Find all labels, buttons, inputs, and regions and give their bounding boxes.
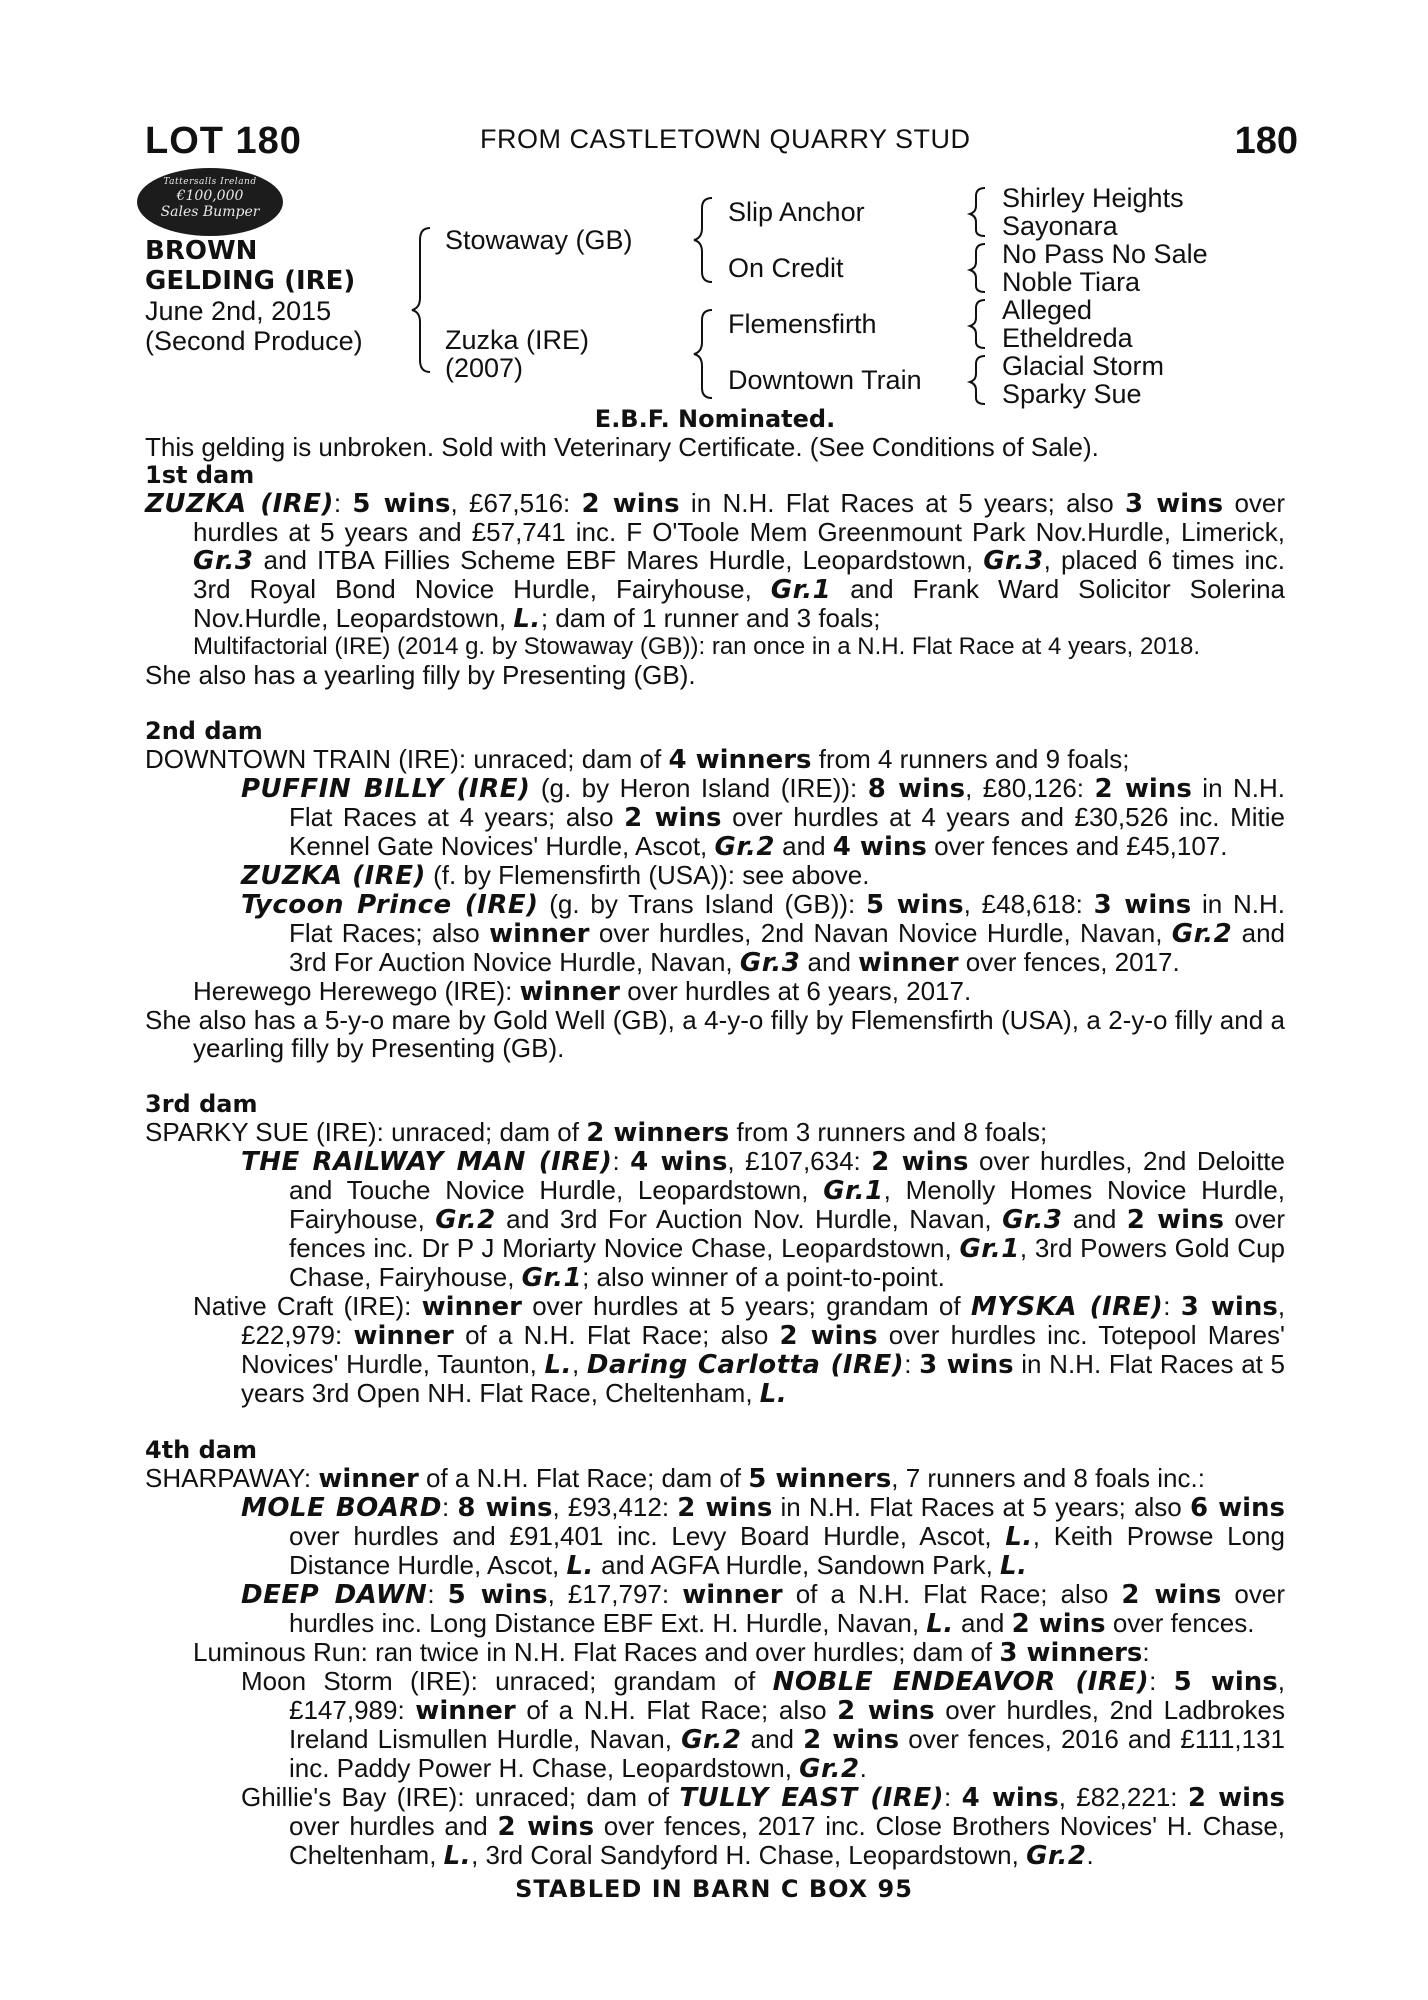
text: Moon Storm (IRE): unraced; grandam of (241, 1666, 773, 1696)
grade: Gr.3 (193, 546, 254, 576)
subject-colour: BROWN (145, 236, 258, 266)
grade: Gr.2 (1171, 919, 1233, 949)
wins: 5 wins (1173, 1667, 1278, 1697)
text: Herewego Herewego (IRE): (193, 976, 520, 1006)
text: SPARKY SUE (IRE): unraced; dam of (145, 1117, 587, 1147)
text: (g. by Trans Island (GB)): (538, 889, 867, 919)
wins: winner (421, 1292, 522, 1322)
grade: Gr.1 (959, 1234, 1020, 1264)
catalogue-body (145, 405, 1285, 1870)
text: of a N.H. Flat Race; also (782, 1579, 1122, 1609)
wins: 2 wins (677, 1493, 773, 1523)
wins: 4 wins (832, 832, 927, 862)
horse-name: Tycoon Prince (IRE) (241, 890, 539, 920)
text: : (1149, 1666, 1174, 1696)
pedigree-dsd: Etheldreda (1002, 323, 1133, 353)
text: of a N.H. Flat Race; dam of (418, 1463, 749, 1493)
fourth-dam-record (145, 1464, 1285, 1493)
text: , 3rd Coral Sandyford H. Chase, Leopardstown, (471, 1840, 1027, 1870)
text: , £67,516: (450, 488, 582, 518)
pedigree-brackets (0, 0, 1428, 420)
text: ; dam of 1 runner and 3 foals; (540, 603, 881, 633)
pedigree-sds: No Pass No Sale (1002, 239, 1208, 269)
text: : (612, 1146, 631, 1176)
third-dam-record (145, 1118, 1285, 1147)
text: , Keith Prowse Long Distance Hurdle, Ascot, (289, 1521, 1285, 1580)
wins: winner (318, 1464, 419, 1494)
horse-name: DEEP DAWN (241, 1580, 428, 1610)
grade: L. (544, 1350, 572, 1380)
pedigree-dam-dam: Downtown Train (728, 365, 922, 395)
wins: 5 wins (352, 489, 451, 519)
text: of a N.H. Flat Race; also (453, 1320, 780, 1350)
stabled-location: STABLED IN BARN C BOX 95 (515, 1875, 913, 1903)
grade: Gr.2 (799, 1754, 860, 1784)
badge-brand: Tattersalls Ireland (163, 177, 257, 187)
subject-sex: GELDING (IRE) (145, 266, 356, 296)
wins: 2 wins (1187, 1783, 1286, 1813)
grade: Gr.2 (681, 1725, 742, 1755)
pedigree-sdd: Noble Tiara (1002, 267, 1141, 297)
text: over hurdles, 2nd Navan Novice Hurdle, Navan, (589, 918, 1172, 948)
text: and (774, 831, 833, 861)
second-dam-also: She also has a 5-y-o mare by Gold Well (GB), a 4-y-o filly by Flemensfirth (USA), a 2-y-o filly and a yearling filly by Presenting (GB). (145, 1005, 1285, 1063)
intro-note: This gelding is unbroken. Sold with Veterinary Certificate. (See Conditions of Sale). (145, 432, 1099, 462)
text: and (800, 947, 859, 977)
pedigree-sss: Shirley Heights (1002, 183, 1184, 213)
horse-name: PUFFIN BILLY (IRE) (241, 774, 531, 804)
grade: Gr.1 (823, 1176, 884, 1206)
second-dam-produce-3 (145, 890, 1285, 977)
text: (g. by Heron Island (IRE)): (530, 773, 868, 803)
pedigree-ssd: Sayonara (1002, 211, 1118, 241)
wins: 2 wins (1011, 1609, 1106, 1639)
wins: winner (415, 1696, 516, 1726)
grade: Gr.1 (770, 575, 832, 605)
wins: 2 wins (1121, 1580, 1222, 1610)
text: and (741, 1724, 804, 1754)
text: over hurdles, 2nd Deloitte and Touche Novice Hurdle, Leopardstown, (289, 1146, 1285, 1205)
text: in N.H. Flat Races at 5 years; also (679, 488, 1126, 518)
second-dam-produce-4 (145, 977, 1285, 1006)
text: from 3 runners and 8 foals; (729, 1117, 1048, 1147)
horse-name: THE RAILWAY MAN (IRE) (241, 1147, 613, 1177)
fourth-dam-heading: 4th dam (145, 1436, 257, 1464)
pedigree-sire-sire: Slip Anchor (728, 197, 865, 227)
wins: 3 wins (1093, 890, 1192, 920)
text: , £107,634: (727, 1146, 872, 1176)
wins: 3 wins (1180, 1292, 1278, 1322)
grade: L. (566, 1551, 594, 1581)
text: . (859, 1753, 867, 1783)
grade: L. (1000, 1551, 1028, 1581)
text: in N.H. Flat Races at 4 years; also (289, 773, 1286, 832)
text: over hurdles and (289, 1811, 498, 1841)
text: SHARPAWAY: (145, 1463, 319, 1493)
fourth-dam-grand-2 (145, 1783, 1285, 1870)
text: over hurdles inc. Long Distance EBF Ext. H. Hurdle, Navan, (289, 1579, 1286, 1638)
text: and Frank Ward Solicitor Solerina Nov.Hurdle, Leopardstown, (193, 574, 1285, 633)
text: Luminous Run: ran twice in N.H. Flat Races and over hurdles; dam of (193, 1637, 1000, 1667)
badge-amount: €100,000 (176, 188, 244, 204)
first-dam-heading: 1st dam (145, 461, 255, 489)
fourth-dam-produce-2 (145, 1580, 1285, 1638)
text: in N.H. Flat Races at 5 years; also (772, 1492, 1190, 1522)
text: : (441, 1492, 458, 1522)
subject-foaled: June 2nd, 2015 (145, 296, 332, 326)
text: over fences, 2017. (958, 947, 1180, 977)
grade: L. (443, 1841, 472, 1871)
pedigree-dss: Alleged (1002, 295, 1093, 325)
pedigree-dam-year: (2007) (445, 353, 524, 383)
text: , £82,221: (1058, 1782, 1188, 1812)
wins: 8 wins (867, 774, 966, 804)
pedigree-sire-dam: On Credit (728, 253, 844, 283)
grade: L. (1005, 1522, 1033, 1552)
wins: 2 wins (1126, 1205, 1224, 1235)
text: over hurdles at 6 years, 2017. (620, 976, 972, 1006)
text: DOWNTOWN TRAIN (IRE): unraced; dam of (145, 744, 669, 774)
text: over hurdles at 5 years; grandam of (522, 1291, 971, 1321)
text: over fences. (1105, 1608, 1255, 1638)
text: , Menolly Homes Novice Hurdle, Fairyhouse, (289, 1175, 1285, 1234)
horse-name: NOBLE ENDEAVOR (IRE) (772, 1667, 1150, 1697)
text: over hurdles, 2nd Ladbrokes Ireland Lismullen Hurdle, Navan, (289, 1695, 1286, 1754)
pedigree-sire: Stowaway (GB) (445, 225, 633, 255)
fourth-dam-produce-3 (145, 1638, 1285, 1667)
grade: Gr.3 (1002, 1205, 1063, 1235)
wins: 2 wins (871, 1147, 969, 1177)
text: of a N.H. Flat Race; also (515, 1695, 838, 1725)
pedigree-dam-sire: Flemensfirth (728, 309, 877, 339)
text: over fences and £45,107. (926, 831, 1228, 861)
grade: L. (926, 1609, 954, 1639)
grade: L. (513, 604, 541, 634)
text: over hurdles inc. Totepool Mares' Novices' Hurdle, Taunton, (241, 1320, 1286, 1379)
wins: 5 wins (866, 890, 964, 920)
fourth-dam-produce-1 (145, 1493, 1285, 1580)
text: over hurdles at 4 years and £30,526 inc. Mitie Kennel Gate Novices' Hurdle, Ascot, (289, 802, 1285, 861)
text: , £17,797: (547, 1579, 683, 1609)
text: over fences, 2016 and £111,131 inc. Paddy Power H. Chase, Leopardstown, (289, 1724, 1286, 1783)
text: : (1163, 1291, 1181, 1321)
text: Native Craft (IRE): (193, 1291, 422, 1321)
text: and (953, 1608, 1012, 1638)
wins: winner (858, 948, 959, 978)
pedigree-dds: Glacial Storm (1002, 351, 1165, 381)
wins: 3 wins (1125, 489, 1224, 519)
horse-name: ZUZKA (IRE) (241, 861, 426, 891)
wins: 2 winners (586, 1118, 730, 1148)
wins: 5 wins (447, 1580, 548, 1610)
second-dam-produce-2 (145, 861, 1285, 890)
text: : (1142, 1637, 1150, 1667)
text: and (1062, 1204, 1127, 1234)
lot-label: LOT 180 (145, 120, 302, 162)
wins: 8 wins (457, 1493, 553, 1523)
text: . (1086, 1840, 1094, 1870)
text: : (333, 488, 353, 518)
text: : (427, 1579, 448, 1609)
badge-label: Sales Bumper (160, 204, 260, 220)
text: ; also winner of a point-to-point. (582, 1262, 945, 1292)
first-dam-also: She also has a yearling filly by Presenting (GB). (145, 660, 696, 690)
first-dam-record (145, 489, 1285, 633)
wins: winner (353, 1321, 454, 1351)
first-dam-offspring: Multifactorial (IRE) (2014 g. by Stowaway (GB)): ran once in a N.H. Flat Race at 4 years, 2018. (193, 633, 1201, 660)
text: Ghillie's Bay (IRE): unraced; dam of (241, 1782, 680, 1812)
third-dam-heading: 3rd dam (145, 1090, 258, 1118)
text: over fences inc. Dr P J Moriarty Novice Chase, Leopardstown, (289, 1204, 1286, 1263)
text: over hurdles at 5 years and £57,741 inc. F O'Toole Mem Greenmount Park Nov.Hurdle, Limerick, (193, 488, 1286, 547)
fourth-dam-grand-1 (145, 1667, 1285, 1783)
text: , £147,989: (289, 1666, 1286, 1725)
lot-number: 180 (1234, 120, 1298, 162)
text: and 3rd For Auction Novice Hurdle, Navan, (289, 918, 1285, 977)
horse-name: MOLE BOARD (241, 1493, 442, 1523)
grade: Gr.2 (714, 832, 775, 862)
wins: 2 wins (624, 803, 722, 833)
wins: 3 wins (919, 1350, 1014, 1380)
grade: Gr.2 (435, 1205, 496, 1235)
grade: Gr.2 (1026, 1841, 1087, 1871)
third-dam-produce-1 (145, 1147, 1285, 1292)
text: , £93,412: (552, 1492, 678, 1522)
wins: 2 wins (779, 1321, 878, 1351)
wins: 2 wins (497, 1812, 595, 1842)
second-dam-record (145, 745, 1285, 774)
third-dam-produce-2 (145, 1292, 1285, 1408)
text: , (571, 1349, 587, 1379)
horse-name: MYSKA (IRE) (970, 1292, 1164, 1322)
wins: 2 wins (1094, 774, 1192, 804)
grade: Gr.3 (739, 948, 801, 978)
wins: winner (682, 1580, 783, 1610)
wins: 4 winners (668, 745, 812, 775)
text: , £80,126: (965, 773, 1095, 803)
text: and ITBA Fillies Scheme EBF Mares Hurdle, Leopardstown, (253, 545, 984, 575)
wins: 6 wins (1189, 1493, 1285, 1523)
wins: 2 wins (837, 1696, 935, 1726)
text: over fences, 2017 inc. Close Brothers Novices' H. Chase, Cheltenham, (289, 1811, 1286, 1870)
subject-produce: (Second Produce) (145, 326, 363, 356)
text: : (904, 1349, 920, 1379)
text: in N.H. Flat Races at 5 years 3rd Open NH. Flat Race, Cheltenham, (241, 1349, 1286, 1408)
pedigree-ddd: Sparky Sue (1002, 379, 1142, 409)
grade: Gr.3 (983, 546, 1044, 576)
second-dam-produce-1 (145, 774, 1285, 861)
horse-name: ZUZKA (IRE) (145, 489, 334, 519)
consignor: FROM CASTLETOWN QUARRY STUD (480, 124, 971, 154)
wins: winner (489, 919, 590, 949)
text: and 3rd For Auction Nov. Hurdle, Navan, (495, 1204, 1003, 1234)
wins: 2 wins (803, 1725, 900, 1755)
text: from 4 runners and 9 foals; (811, 744, 1130, 774)
horse-name: TULLY EAST (IRE) (679, 1783, 944, 1813)
horse-name: Daring Carlotta (IRE) (586, 1350, 905, 1380)
text: , £48,618: (963, 889, 1094, 919)
second-dam-heading: 2nd dam (145, 717, 263, 745)
wins: 5 winners (748, 1464, 892, 1494)
text: in N.H. Flat Races; also (289, 889, 1286, 948)
wins: 3 winners (999, 1638, 1143, 1668)
wins: 4 wins (961, 1783, 1059, 1813)
grade: L. (759, 1379, 788, 1409)
grade: Gr.1 (521, 1263, 583, 1293)
text: , 3rd Powers Gold Cup Chase, Fairyhouse, (289, 1233, 1285, 1292)
text: : (944, 1782, 962, 1812)
wins: winner (519, 977, 620, 1007)
text: , placed 6 times inc. 3rd Royal Bond Novice Hurdle, Fairyhouse, (193, 545, 1285, 604)
text: over hurdles and £91,401 inc. Levy Board Hurdle, Ascot, (289, 1521, 1006, 1551)
text: , £22,979: (241, 1291, 1286, 1350)
text: and AGFA Hurdle, Sandown Park, (593, 1550, 1001, 1580)
wins: 2 wins (581, 489, 680, 519)
text: (f. by Flemensfirth (USA)): see above. (425, 860, 870, 890)
ebf-nominated: E.B.F. Nominated. (594, 405, 836, 433)
text: , 7 runners and 8 foals inc.: (891, 1463, 1205, 1493)
wins: 4 wins (630, 1147, 728, 1177)
pedigree-dam: Zuzka (IRE) (445, 325, 590, 355)
